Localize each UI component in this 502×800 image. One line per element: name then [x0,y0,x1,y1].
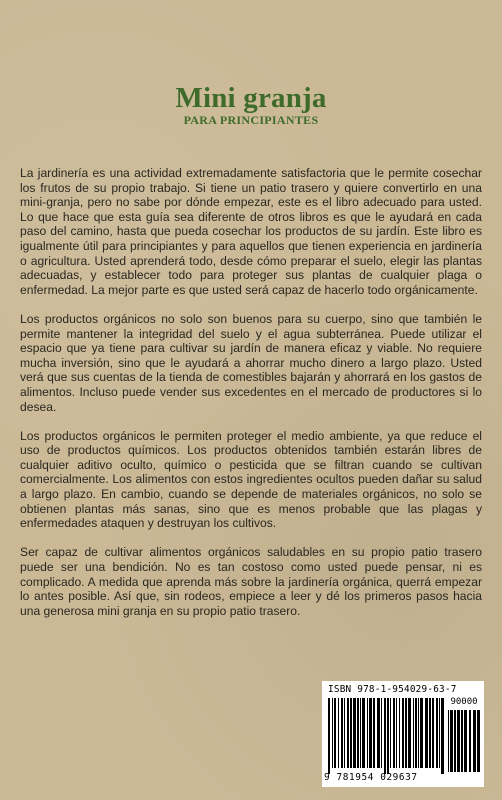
book-title: Mini granja [175,82,327,114]
ean-digits: 9 781954 029637 [324,772,418,783]
blurb-paragraph-3: Los productos orgánicos le permiten proteger el medio ambiente, ya que reduce el uso de productos químicos. Los productos obtenidos también estarán libres de cualquier aditivo oculto, químico o pesticida que se filtran cuando se cultivan comercialmente. Los alimentos con estos ingredientes ocultos pueden dañar su salud a largo plazo. En cambio, cuando se depende de materiales orgánicos, no solo se obtienen plantas más sanas, sino que es menos probable que las plagas y enfermedades ataquen y destruyan los cultivos. [20,428,482,531]
blurb-paragraph-2: Los productos orgánicos no solo son buenos para su cuerpo, sino que también le permite mantener la integridad del suelo y el agua subterránea. Puede utilizar el espacio que ya tiene para cultivar su jardín de manera eficaz y viable. No requiere mucha inversión, sino que le ayudará a ahorrar mucho dinero a largo plazo. Usted verá que sus cuentas de la tienda de comestibles bajarán y ahorrará en los gastos de alimentos. Incluso puede vender sus excedentes en el mercado de productores si lo desea. [20,311,482,414]
blurb-paragraph-1: La jardinería es una actividad extremadamente satisfactoria que le permite cosechar los frutos de su propio trabajo. Si tiene un patio trasero y quiere convertirlo en una mini-granja, pero no sabe por dónde empezar, este es el libro adecuado para usted. Lo que hace que esta guía sea diferente de otros libros es que le ayudará en cada paso del camino, hasta que pueda cosechar los productos de su jardín. Este libro es igualmente útil para principiantes y para aquellos que tienen experiencia en jardinería o agricultura. Usted aprenderá todo, desde cómo preparar el suelo, elegir las plantas adecuadas, y establecer todo para proteger sus plantas de cualquier plaga o enfermedad. La mejor parte es que usted será capaz de hacerlo todo orgánicamente. [20,166,482,297]
isbn-label: ISBN 978-1-954029-63-7 [328,684,457,695]
price-addon-bars [448,710,480,772]
book-subtitle: PARA PRINCIPIANTES [183,113,319,127]
price-code: 90000 [450,697,478,707]
ean-barcode-bars [328,698,444,774]
isbn-barcode [322,681,484,787]
blurb-paragraph-4: Ser capaz de cultivar alimentos orgánicos saludables en su propio patio trasero puede ser una bendición. No es tan costoso como usted puede pensar, ni es complicado. A medida que aprenda más sobre la jardinería orgánica, querrá empezar lo antes posible. Así que, sin rodeos, empiece a leer y dé los primeros pasos hacia una generosa mini granja en su propio patio trasero. [20,545,482,618]
blurb-text [20,166,482,633]
